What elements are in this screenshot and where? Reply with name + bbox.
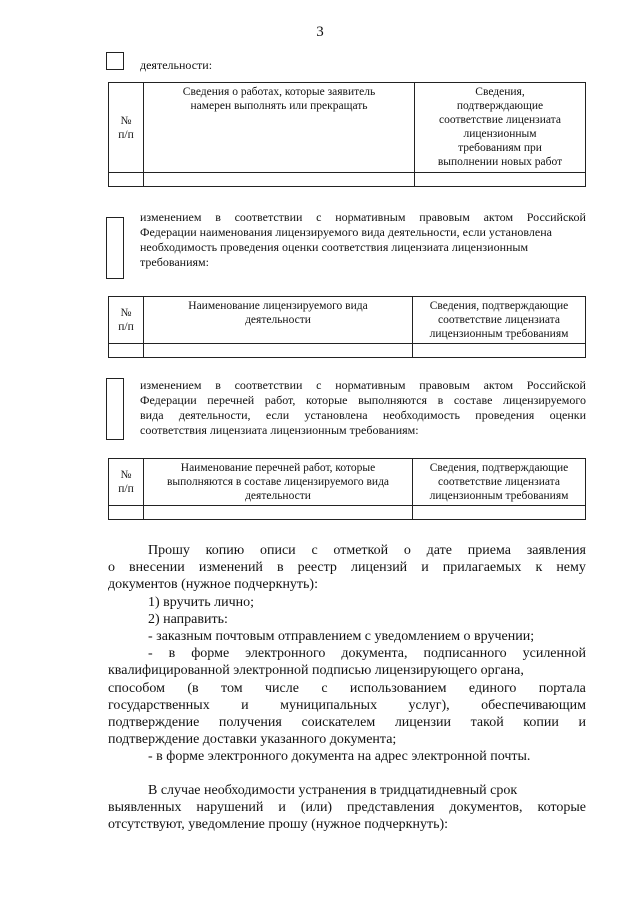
table-works-list-cell-info[interactable] — [413, 506, 586, 520]
option-send[interactable]: 2) направить: — [148, 611, 228, 627]
request-line: Прошу копию описи с отметкой о дате приема заявления — [148, 543, 586, 558]
table-activity-header-info: Сведения, подтверждающие соответствие лицензиата лицензионным требованиям — [413, 297, 586, 344]
table-works-header-num: № п/п — [109, 83, 144, 173]
table-activity-header-num: № п/п — [109, 297, 144, 344]
table-works-list-header-num: № п/п — [109, 459, 144, 506]
option-registered-mail[interactable]: - заказным почтовым отправлением с уведомлением о вручении; — [148, 629, 535, 645]
table-works-list-cell-num[interactable] — [109, 506, 144, 520]
section-3-paragraph — [140, 378, 586, 438]
table-row — [109, 506, 586, 520]
checkbox-section-3[interactable] — [106, 378, 124, 440]
section-2-line: необходимость проведения оценки соответствия лицензиата лицензионным — [140, 240, 529, 254]
option-electronic-signed[interactable]: - в форме электронного документа, подписанного усиленной — [148, 646, 586, 662]
table-works-header-info: Сведения, подтверждающие соответствие лицензиата лицензионным требованиям при выполнении новых работ — [415, 83, 586, 173]
table-works-list — [108, 458, 586, 520]
request-paragraph — [108, 542, 586, 766]
checkbox-section-2[interactable] — [106, 217, 124, 279]
option-deliver-personally[interactable]: 1) вручить лично; — [148, 594, 255, 610]
section-2-paragraph — [140, 210, 586, 270]
table-activity-cell-name[interactable] — [144, 344, 413, 358]
request-line: о внесении изменений в реестр лицензий и прилагаемых к нему — [108, 560, 586, 576]
notice-paragraph — [108, 782, 586, 834]
section-3-line: вида деятельности, если установлена необходимость проведения оценки — [140, 408, 586, 422]
notice-line: выявленных нарушений и (или) представления документов, которые — [108, 800, 586, 816]
section-2-line: изменением в соответствии с нормативным правовым актом Российской — [140, 210, 586, 224]
request-line: государственных и муниципальных услуг), обеспечивающим — [108, 697, 586, 713]
section-2-line: требованиям: — [140, 255, 209, 269]
table-works-list-header-info: Сведения, подтверждающие соответствие лицензиата лицензионным требованиям — [413, 459, 586, 506]
request-line: способом (в том числе с использованием единого портала — [108, 680, 586, 696]
page-number: 3 — [316, 24, 324, 40]
table-works-list-header-name: Наименование перечней работ, которые выполняются в составе лицензируемого вида деятельности — [144, 459, 413, 506]
request-line: квалифицированной электронной подписью лицензирующего органа, — [108, 663, 524, 679]
section-3-line: Федерации перечней работ, которые выполняются в составе лицензируемого — [140, 393, 586, 407]
request-line: документов (нужное подчеркнуть): — [108, 577, 318, 593]
table-works-cell-info[interactable] — [415, 173, 586, 187]
notice-line: В случае необходимости устранения в тридцатидневный срок — [148, 783, 518, 798]
table-activity-header-name: Наименование лицензируемого вида деятельности — [144, 297, 413, 344]
table-works-cell-num[interactable] — [109, 173, 144, 187]
request-line: подтверждение получения соискателем лицензии такой копии и — [108, 715, 586, 731]
table-row — [109, 344, 586, 358]
checkbox-section-1[interactable] — [106, 52, 124, 70]
section-1-intro: деятельности: — [140, 58, 213, 72]
section-3-line: соответствия лицензиата лицензионным требованиям: — [140, 423, 419, 437]
section-2-line: Федерации наименования лицензируемого вида деятельности, если установлена — [140, 225, 552, 239]
table-activity-cell-num[interactable] — [109, 344, 144, 358]
request-line: подтверждение доставки указанного документа; — [108, 732, 397, 748]
table-activity — [108, 296, 586, 358]
table-works-header-works: Сведения о работах, которые заявитель намерен выполнять или прекращать — [144, 83, 415, 173]
table-works-cell-works[interactable] — [144, 173, 415, 187]
table-row — [109, 173, 586, 187]
table-works — [108, 82, 586, 187]
section-3-line: изменением в соответствии с нормативным правовым актом Российской — [140, 378, 586, 392]
table-works-list-cell-name[interactable] — [144, 506, 413, 520]
option-electronic-email[interactable]: - в форме электронного документа на адрес электронной почты. — [148, 749, 531, 765]
notice-line: отсутствуют, уведомление прошу (нужное подчеркнуть): — [108, 817, 449, 833]
table-activity-cell-info[interactable] — [413, 344, 586, 358]
